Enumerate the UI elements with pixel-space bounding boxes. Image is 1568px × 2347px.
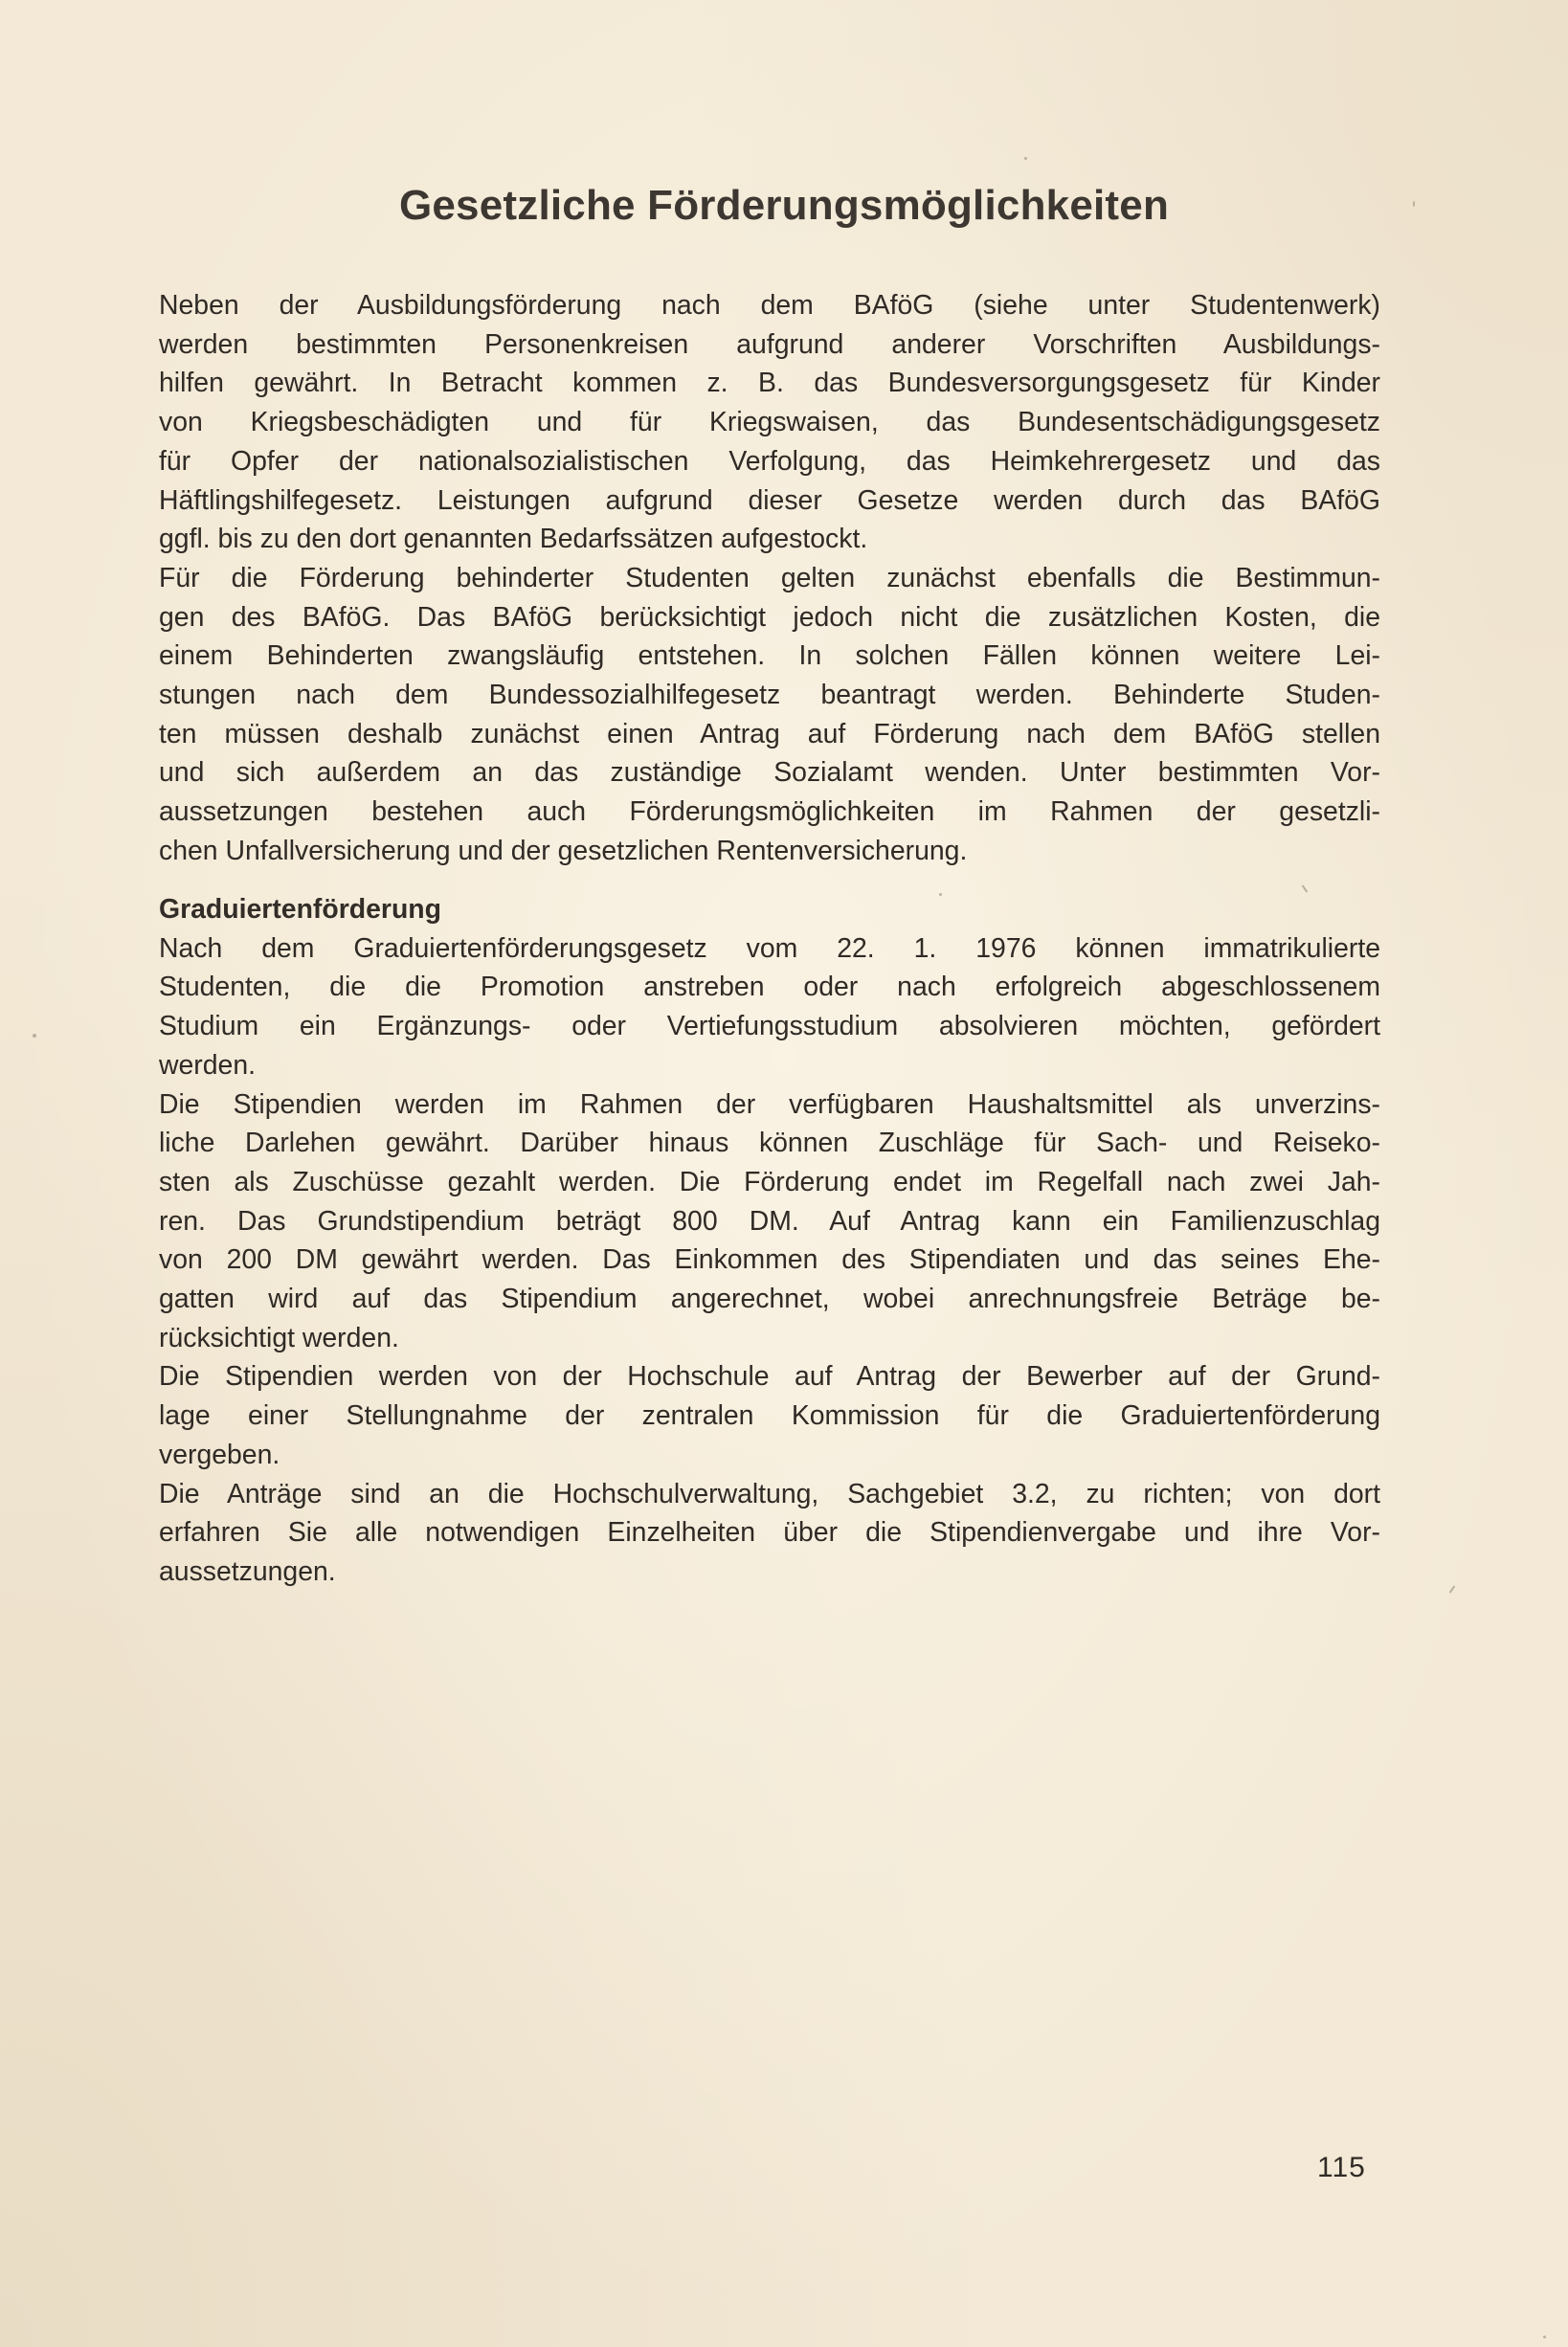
- text-line: Nach dem Graduiertenförderungsgesetz vom 22. 1. 1976 können immatrikulierte: [159, 932, 1380, 964]
- text-line: erfahren Sie alle notwendigen Einzelheiten über die Stipendienvergabe und ihre Vor-: [159, 1517, 1380, 1549]
- graduate-section: [159, 890, 1380, 1592]
- text-line: aussetzungen bestehen auch Förderungsmöglichkeiten im Rahmen der gesetzli-: [159, 796, 1380, 828]
- text-line: von 200 DM gewährt werden. Das Einkommen des Stipendiaten und das seines Ehe-: [159, 1244, 1380, 1276]
- paper-speck: [939, 893, 942, 896]
- text-line: rücksichtigt werden.: [159, 1322, 399, 1353]
- text-line: liche Darlehen gewährt. Darüber hinaus können Zuschläge für Sach- und Reiseko-: [159, 1128, 1380, 1159]
- intro-paragraph: [159, 286, 1380, 559]
- text-line: ren. Das Grundstipendium beträgt 800 DM. Auf Antrag kann ein Familienzuschlag: [159, 1205, 1380, 1237]
- text-line: aussetzungen.: [159, 1555, 336, 1587]
- text-line: sten als Zuschüsse gezahlt werden. Die Förderung endet im Regelfall nach zwei Jah-: [159, 1166, 1380, 1197]
- paper-speck: [33, 1034, 36, 1038]
- page-number: 115: [1317, 2152, 1366, 2183]
- text-line: gen des BAföG. Das BAföG berücksichtigt jedoch nicht die zusätzlichen Kosten, die: [159, 601, 1380, 633]
- text-line: Die Stipendien werden im Rahmen der verfügbaren Haushaltsmittel als unverzins-: [159, 1088, 1380, 1120]
- text-line: für Opfer der nationalsozialistischen Verfolgung, das Heimkehrergesetz und das: [159, 445, 1380, 477]
- graduate-paragraph-2: [159, 1085, 1380, 1358]
- text-line: Studenten, die die Promotion anstreben oder nach erfolgreich abgeschlossenem: [159, 972, 1380, 1003]
- text-line: Für die Förderung behinderter Studenten gelten zunächst ebenfalls die Bestimmun-: [159, 562, 1380, 593]
- paper-speck: [1543, 2336, 1546, 2338]
- text-line: werden bestimmten Personenkreisen aufgrund anderer Vorschriften Ausbildungs-: [159, 328, 1380, 360]
- disability-paragraph: [159, 559, 1380, 871]
- text-line: und sich außerdem an das zuständige Sozialamt wenden. Unter bestimmten Vor-: [159, 757, 1380, 789]
- text-line: chen Unfallversicherung und der gesetzlichen Rentenversicherung.: [159, 835, 968, 866]
- text-line: ten müssen deshalb zunächst einen Antrag auf Förderung nach dem BAföG stellen: [159, 718, 1380, 749]
- text-line: einem Behinderten zwangsläufig entstehen. In solchen Fällen können weitere Lei-: [159, 640, 1380, 672]
- text-line: Häftlingshilfegesetz. Leistungen aufgrund dieser Gesetze werden durch das BAföG: [159, 484, 1380, 516]
- graduate-paragraph-3: [159, 1357, 1380, 1474]
- text-line: Die Stipendien werden von der Hochschule auf Antrag der Bewerber auf der Grund-: [159, 1361, 1380, 1393]
- text-line: ggfl. bis zu den dort genannten Bedarfssätzen aufgestockt.: [159, 524, 868, 555]
- intro-section: [159, 286, 1380, 871]
- text-line: von Kriegsbeschädigten und für Kriegswaisen, das Bundesentschädigungsgesetz: [159, 407, 1380, 438]
- graduate-paragraph-1: [159, 929, 1380, 1085]
- text-line: hilfen gewährt. In Betracht kommen z. B. das Bundesversorgungsgesetz für Kinder: [159, 368, 1380, 399]
- text-line: lage einer Stellungnahme der zentralen Kommission für die Graduiertenförderung: [159, 1400, 1380, 1432]
- section-heading: Graduiertenförderung: [159, 894, 441, 925]
- text-line: werden.: [159, 1049, 257, 1081]
- paper-speck: [1449, 1585, 1456, 1594]
- graduate-paragraph-4: [159, 1475, 1380, 1592]
- paper-speck: [1413, 201, 1415, 207]
- text-line: Studium ein Ergänzungs- oder Vertiefungsstudium absolvieren möchten, gefördert: [159, 1011, 1380, 1042]
- text-line: Die Anträge sind an die Hochschulverwaltung, Sachgebiet 3.2, zu richten; von dort: [159, 1478, 1380, 1509]
- text-line: vergeben.: [159, 1439, 280, 1470]
- text-line: stungen nach dem Bundessozialhilfegesetz beantragt werden. Behinderte Studen-: [159, 680, 1380, 711]
- text-line: Neben der Ausbildungsförderung nach dem BAföG (siehe unter Studentenwerk): [159, 290, 1380, 321]
- text-line: gatten wird auf das Stipendium angerechnet, wobei anrechnungsfreie Beträge be-: [159, 1284, 1380, 1315]
- page-title: Gesetzliche Förderungsmöglichkeiten: [398, 182, 1170, 229]
- paper-speck: [1024, 157, 1027, 160]
